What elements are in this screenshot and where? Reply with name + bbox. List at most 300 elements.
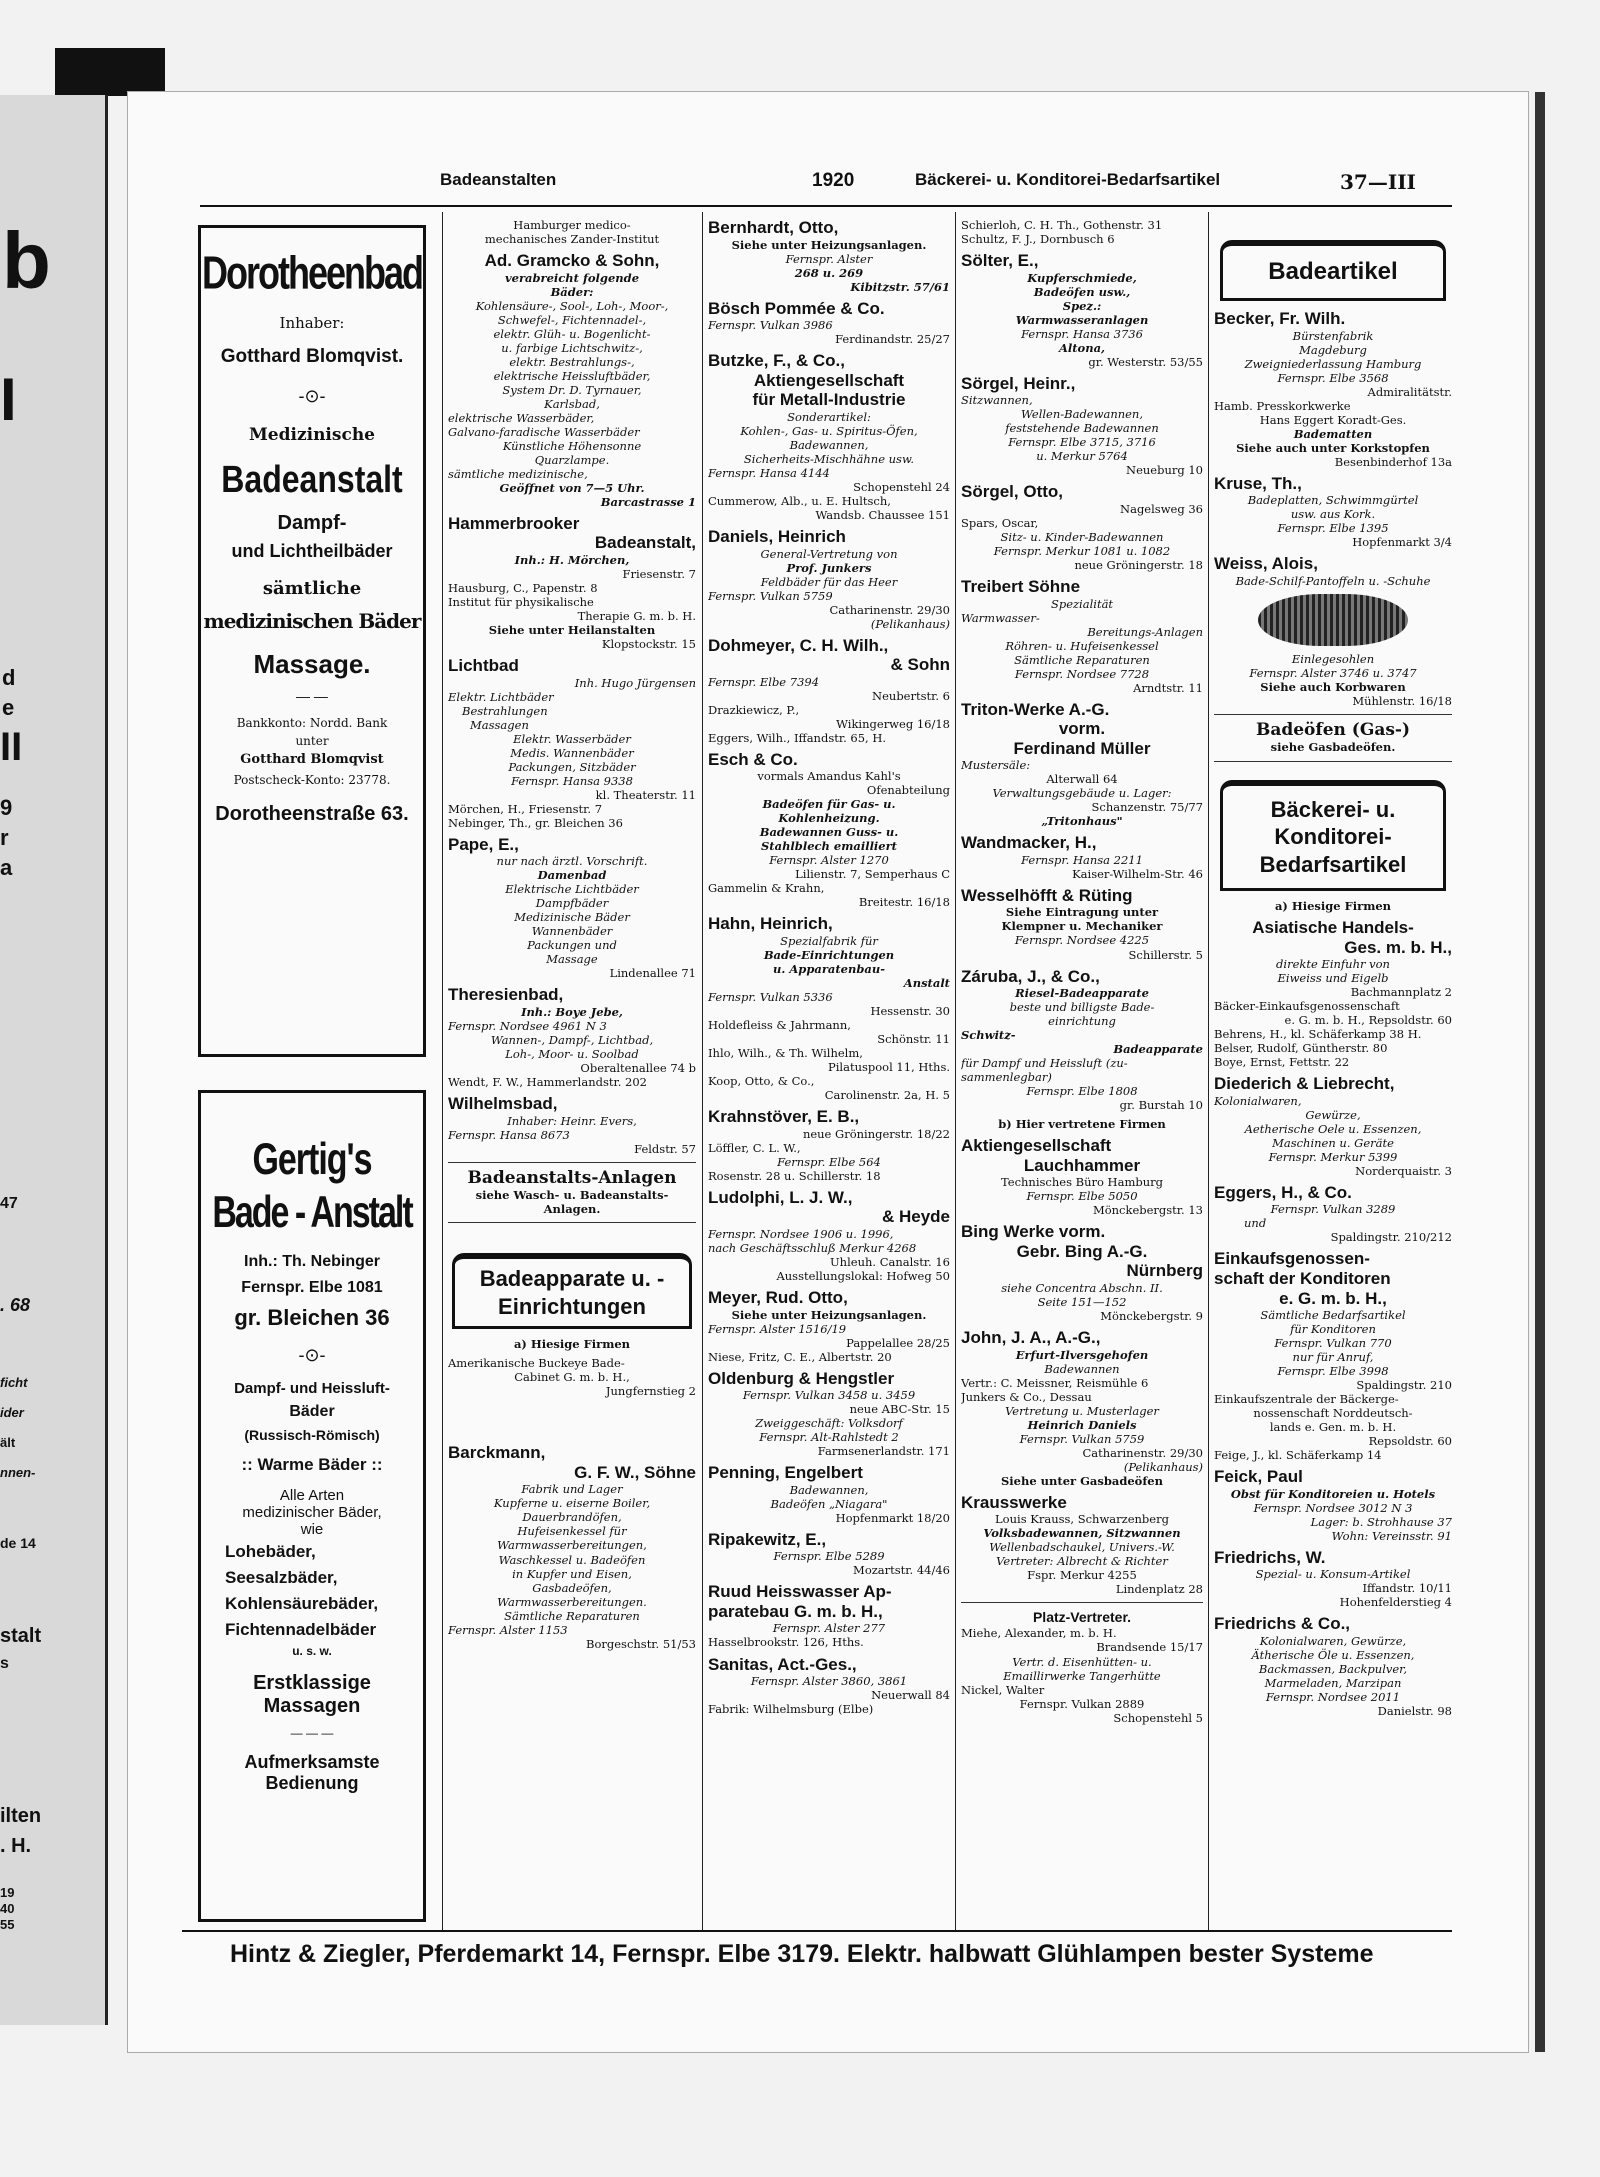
text-line: Sölter, E., [961, 251, 1039, 271]
text-line: Nagelsweg 36 [1120, 501, 1203, 516]
text-line: (Pelikanhaus) [870, 616, 950, 631]
text-line: Sörgel, Heinr., [961, 373, 1076, 393]
text-line: Bereitungs-Anlagen [1087, 624, 1203, 639]
text-line: Bachmannplatz 2 [1350, 985, 1452, 1000]
text-line: Vertr. d. Eisenhütten- u. [1012, 1654, 1152, 1669]
prev-fragment: nnen- [0, 1465, 36, 1480]
text-line: Wohn: Vereinsstr. 91 [1331, 1528, 1452, 1543]
prev-fragment: II [0, 725, 23, 769]
text-line: Friedrichs, W. [1214, 1547, 1326, 1567]
text-line: Meyer, Rud. Otto, [708, 1287, 848, 1307]
text-line: Fernspr. Elbe 3998 [1277, 1364, 1389, 1379]
text-line: Mönckebergstr. 9 [1100, 1309, 1203, 1324]
text-line: Fernspr. Elbe 5289 [773, 1549, 885, 1564]
column-2 [448, 218, 696, 1930]
ad-line: Erstklassige [253, 1672, 371, 1694]
prev-fragment: e [2, 695, 15, 720]
entry-soergel-heinr [961, 374, 1203, 478]
text-line: Spaldingstr. 210/212 [1330, 1230, 1452, 1245]
text-line: Boye, Ernst, Fettstr. 22 [1214, 1055, 1350, 1070]
text-line: Kolonialwaren, [1214, 1093, 1302, 1108]
text-line: Krahnstöver, E. B., [708, 1107, 860, 1127]
text-line: Nebinger, Th., gr. Bleichen 36 [448, 815, 623, 830]
text-line: Inh. Hugo Jürgensen [574, 675, 696, 690]
entry-zaruba [961, 967, 1203, 1113]
entry-ripakewitz [708, 1530, 950, 1578]
text-line: Mustersäle: [961, 758, 1031, 773]
entry-esch [708, 750, 950, 910]
text-line: Bernhardt, Otto, [708, 218, 839, 237]
text-line: Karlsbad, [544, 396, 600, 411]
text-line: Sitzwannen, [961, 393, 1033, 408]
text-line: Hohenfelderstieg 4 [1339, 1595, 1452, 1610]
text-line: Fernspr. Nordsee 3012 N 3 [1253, 1500, 1413, 1515]
text-line: Fernspr. Alster 1516/19 [708, 1321, 847, 1336]
ad-gertig-bade-anstalt [198, 1090, 426, 1922]
text-line: Kupferschmiede, [1027, 270, 1137, 285]
text-line: Hamb. Presskorkwerke [1214, 398, 1351, 413]
text-line: Spez.: [1062, 298, 1102, 313]
text-line: Siehe unter Heizungsanlagen. [731, 237, 927, 252]
text-line: Wannenbäder [531, 924, 613, 939]
text-line: Bade-Einrichtungen [763, 948, 895, 963]
text-line: Sörgel, Otto, [961, 482, 1063, 502]
text-line: Sämtliche Reparaturen [504, 1608, 640, 1623]
entry-triton-werke [961, 700, 1203, 829]
entry-butzke [708, 351, 950, 522]
text-line: usw. aus Kork. [1290, 507, 1376, 522]
text-line: Norderquaistr. 3 [1355, 1163, 1452, 1178]
text-line: Krausswerke [961, 1492, 1067, 1512]
text-line: Riesel-Badeapparate [1015, 986, 1149, 1001]
text-line: Fernspr. Hansa 9338 [511, 773, 633, 788]
text-line: Marmeladen, Marzipan [1264, 1676, 1402, 1691]
text-line: Borgeschstr. 51/53 [586, 1636, 696, 1651]
text-line: Holdefleiss & Jahrmann, [708, 1018, 851, 1033]
text-line: beste und billigste Bade- [1009, 1000, 1155, 1015]
text-line: Badewannen Guss- u. [759, 825, 899, 840]
entry-sanitas [708, 1655, 950, 1717]
entry-boesch-pommee [708, 299, 950, 347]
text-line: Elektrische Lichtbäder [505, 882, 639, 897]
text-line: Siehe unter Gasbadeöfen [1001, 1473, 1163, 1488]
subsection-label: a) Hiesige Firmen [1274, 899, 1392, 913]
text-line: Miehe, Alexander, m. b. H. [961, 1626, 1117, 1641]
scan-edge-top-left [55, 48, 165, 96]
text-line: Wikingerweg 16/18 [836, 716, 950, 731]
entry-badeanstalts-anlagen [448, 1169, 696, 1217]
text-line: Bing Werke vorm. [961, 1222, 1106, 1242]
text-line: Fernspr. Alster 1153 [448, 1622, 568, 1637]
text-line: Kibitzstr. 57/61 [850, 279, 950, 294]
text-line: Fernspr. Vulkan 5336 [708, 990, 833, 1005]
column-5 [1214, 218, 1452, 1930]
column-rule [955, 212, 956, 1932]
text-line: Sonderartikel: [787, 409, 871, 424]
text-line: Becker, Fr. Wilh. [1214, 309, 1346, 328]
entry-treibert [961, 577, 1203, 695]
text-line: siehe Concentra Abschn. II. [1001, 1281, 1163, 1295]
entry-hahn [708, 914, 950, 1102]
text-line: Badeplatten, Schwimmgürtel [1247, 493, 1419, 508]
text-line: Packungen, Sitzbäder [508, 759, 636, 774]
text-line: Altona, [1058, 340, 1106, 355]
text-line: Waschkessel u. Badeöfen [498, 1552, 646, 1567]
ad-line: Alle Arten [279, 1487, 345, 1504]
text-line: Asiatische Handels- [1252, 918, 1414, 938]
text-line: für Dampf und Heissluft (zu- [961, 1056, 1128, 1071]
text-line: Fernspr. Vulkan 770 [1274, 1336, 1392, 1351]
text-line: Klempner u. Mechaniker [1001, 919, 1163, 934]
ad-title: Bade - Anstalt [212, 1188, 412, 1238]
text-line: Jungfernstieg 2 [605, 1384, 696, 1399]
page-header [200, 170, 1450, 210]
text-line: Drazkiewicz, P., [708, 702, 800, 717]
previous-page-fragment [0, 95, 108, 2025]
column-4 [961, 218, 1203, 1930]
text-line: Siehe auch Korbwaren [1260, 679, 1406, 694]
entry-meyer [708, 1288, 950, 1364]
text-line: Admiralitätstr. [1367, 384, 1452, 399]
text-line: General-Vertretung von [760, 546, 898, 561]
ad-line: medizinischer Bäder, [242, 1504, 382, 1521]
text-line: elektrische Wasserbäder, [448, 410, 595, 425]
text-line: Maschinen u. Geräte [1272, 1135, 1394, 1150]
text-line: (Pelikanhaus) [1123, 1459, 1203, 1474]
text-line: Záruba, J., & Co., [961, 966, 1100, 986]
text-line: Schönstr. 11 [877, 1032, 950, 1047]
text-line: sämtliche medizinische, [448, 466, 588, 481]
entry-feick [1214, 1467, 1452, 1543]
text-line: Fernspr. Nordsee 7728 [1014, 666, 1150, 681]
text-line: einrichtung [1048, 1014, 1116, 1029]
text-line: Schopenstehl 24 [853, 479, 950, 494]
text-line: sammenlegbar) [961, 1070, 1052, 1085]
text-line: Fernspr. Elbe 1808 [1026, 1084, 1138, 1099]
text-line: Fabrik: Wilhelmsburg (Elbe) [708, 1702, 874, 1717]
text-line: Volksbadewannen, Sitzwannen [983, 1526, 1181, 1541]
ad-bank: Gotthard Blomqvist [240, 752, 384, 767]
text-line: u. Apparatenbau- [773, 962, 885, 977]
text-line: Fernspr. Elbe 3568 [1277, 370, 1389, 385]
text-line: Badeöfen (Gas-) [1255, 719, 1411, 740]
text-line: Bäcker-Einkaufsgenossenschaft [1214, 999, 1400, 1014]
text-line: Anstalt [903, 976, 950, 991]
text-line: Aktiengesellschaft [961, 1136, 1112, 1156]
text-line: siehe Gasbadeöfen. [1270, 740, 1396, 755]
text-line: u. Merkur 5764 [1036, 449, 1128, 464]
text-line: Hessenstr. 30 [870, 1004, 950, 1019]
text-line: Massagen [470, 717, 529, 732]
text-line: Hausburg, C., Papenstr. 8 [448, 580, 598, 595]
separator [961, 1602, 1203, 1603]
ad-ornament: — — [296, 688, 328, 704]
section-tab-badeapparate: Badeapparate u. -Einrichtungen [452, 1253, 692, 1329]
text-line: Obst für Konditoreien u. Hotels [1230, 1486, 1436, 1501]
text-line: Künstliche Höhensonne [502, 438, 642, 453]
text-line: Fernspr. Alt-Rahlstedt 2 [759, 1430, 899, 1445]
column-rule [702, 212, 703, 1932]
ad-title: Dorotheenbad [201, 245, 422, 299]
text-line: Fernspr. Vulkan 5759 [1019, 1431, 1145, 1446]
text-line: neue Gröningerstr. 18 [1074, 557, 1203, 572]
text-line: Mönckebergstr. 13 [1092, 1203, 1203, 1218]
prev-fragment: de 14 [0, 1535, 36, 1551]
text-line: Butzke, F., & Co., [708, 351, 845, 371]
entry-soergel-otto [961, 482, 1203, 572]
text-line: Schopenstehl 5 [1113, 1710, 1203, 1725]
text-line: gr. Burstah 10 [1119, 1098, 1203, 1113]
text-line: 268 u. 269 [794, 265, 864, 280]
text-line: Lindenallee 71 [609, 966, 696, 981]
text-line: Medis. Wannenbäder [510, 745, 634, 760]
text-line: Loh-, Moor- u. Soolbad [505, 1047, 639, 1062]
text-line: Emaillirwerke Tangerhütte [1003, 1668, 1161, 1683]
text-line: Zweigniederlassung Hamburg [1244, 356, 1422, 371]
separator [448, 1222, 696, 1223]
text-line: Badewannen, [789, 1482, 869, 1497]
text-line: Nürnberg [1126, 1261, 1203, 1281]
column-rule [1208, 212, 1209, 1932]
text-line: feststehende Badewannen [1005, 421, 1159, 436]
text-line: Anlagen. [543, 1202, 601, 1217]
text-line: Inhaber: Heinr. Evers, [507, 1113, 637, 1128]
text-line: Bade-Schilf-Pantoffeln u. -Schuhe [1235, 573, 1431, 588]
text-line: Ausstellungslokal: Hofweg 50 [776, 1268, 950, 1283]
text-line: Prof. Junkers [786, 560, 872, 575]
text-line: Hammerbrooker [448, 513, 580, 533]
text-line: Neubertstr. 6 [872, 688, 950, 703]
text-line: G. F. W., Söhne [574, 1462, 696, 1482]
ad-bank: Bankkonto: Nordd. Bank [236, 716, 388, 730]
text-line: Cummerow, Alb., u. E. Hultsch, [708, 493, 891, 508]
text-line: Fernspr. Hansa 4144 [708, 465, 830, 480]
ad-address: gr. Bleichen 36 [234, 1305, 390, 1330]
text-line: Barckmann, [448, 1443, 546, 1463]
text-line: Gebr. Bing A.-G. [1016, 1241, 1148, 1261]
separator [1214, 761, 1452, 762]
text-line: Catharinenstr. 29/30 [1082, 1445, 1203, 1460]
text-line: mechanisches Zander-Institut [484, 232, 660, 247]
text-line: Fernspr. Elbe 564 [777, 1154, 881, 1169]
text-line: Einkaufsgenossen- [1214, 1249, 1370, 1269]
text-line: & Heyde [881, 1207, 950, 1227]
text-line: Cabinet G. m. b. H., [514, 1370, 630, 1385]
text-line: Badeanstalts-Anlagen [467, 1167, 677, 1188]
text-line: Gammelin & Krahn, [708, 881, 825, 896]
text-line: und [1244, 1216, 1267, 1231]
entry-bernhardt [708, 218, 950, 294]
prev-fragment: 55 [0, 1917, 15, 1932]
text-line: Warmwasseranlagen [1015, 312, 1149, 327]
text-line: lands e. Gen. m. b. H. [1269, 1420, 1397, 1435]
text-line: Fernspr. Alster 3860, 3861 [750, 1674, 908, 1689]
ad-line: (Russisch-Römisch) [244, 1427, 380, 1443]
text-line: Galvano-faradische Wasserbäder [448, 424, 640, 439]
text-line: Badeöfen „Niagara" [770, 1496, 888, 1511]
prev-fragment: 9 [0, 795, 13, 820]
text-line: Damenbad [537, 868, 607, 883]
prev-fragment: 40 [0, 1901, 15, 1916]
entry-barckmann [448, 1443, 696, 1650]
text-line: u. farbige Lichtschwitz-, [501, 340, 643, 355]
text-line: Wellenbadschaukel, Univers.-W. [989, 1540, 1175, 1555]
ad-bank: unter [295, 734, 329, 748]
text-line: Mozartstr. 44/46 [853, 1563, 950, 1578]
text-line: für Metall-Industrie [752, 390, 906, 410]
text-line: e. G. m. b. H., Repsoldstr. 60 [1284, 1013, 1452, 1028]
ad-line: Aufmerksamste [244, 1752, 380, 1772]
prev-fragment: I [0, 366, 17, 433]
prev-fragment: stalt [0, 1625, 42, 1647]
text-line: Ad. Gramcko & Sohn, [484, 251, 660, 271]
ad-line: wie [300, 1521, 324, 1538]
entry-friedrichs-w [1214, 1548, 1452, 1610]
text-line: Backmassen, Backpulver, [1258, 1662, 1408, 1677]
text-line: Fernspr. Elbe 3715, 3716 [1008, 435, 1156, 450]
text-line: Vertretung u. Musterlager [1005, 1403, 1159, 1418]
entry-penning [708, 1463, 950, 1525]
text-line: Ripakewitz, E., [708, 1529, 827, 1549]
entry [448, 218, 696, 246]
prev-fragment: . H. [0, 1835, 32, 1857]
text-line: Hopfenmarkt 3/4 [1352, 535, 1452, 550]
text-line: Kupferne u. eiserne Boiler, [493, 1496, 651, 1511]
text-line: Belser, Rudolf, Güntherstr. 80 [1214, 1041, 1388, 1056]
text-line: schaft der Konditoren [1214, 1269, 1391, 1289]
text-line: Repsoldstr. 60 [1368, 1434, 1452, 1449]
entry-oldenburg-hengstler [708, 1369, 950, 1459]
text-line: Schanzenstr. 75/77 [1091, 800, 1203, 815]
text-line: Fernspr. Alster 277 [772, 1621, 886, 1636]
text-line: Bäder: [550, 284, 594, 299]
text-line: e. G. m. b. H., [1279, 1288, 1387, 1308]
section-tab-baeckerei: Bäckerei- u. Konditorei-Bedarfsartikel [1220, 780, 1446, 892]
text-line: Erfurt-Ilversgehofen [1015, 1347, 1149, 1362]
ad-line: u. s. w. [292, 1644, 332, 1658]
text-line: Siehe unter Heizungsanlagen. [731, 1307, 927, 1322]
text-line: Siehe Eintragung unter [1005, 905, 1159, 920]
entry-asiatische-handels [1214, 918, 1452, 1069]
text-line: Dampfbäder [535, 896, 609, 911]
text-line: Lauchhammer [1023, 1155, 1141, 1175]
entry-hammerbrooker [448, 514, 696, 651]
text-line: Einlegesohlen [1291, 651, 1375, 666]
text-line: Spars, Oscar, [961, 515, 1039, 530]
entry-buckeye [448, 1356, 696, 1398]
entry-schierloh-schultz [961, 218, 1203, 246]
text-line: Warmwasserbereitungen. [497, 1594, 647, 1609]
text-line: Fernspr. Alster [785, 251, 873, 266]
text-line: Hufeisenkessel für [517, 1524, 627, 1539]
text-line: Fernspr. Vulkan 3289 [1270, 1202, 1396, 1217]
prev-fragment: ält [0, 1435, 16, 1450]
text-line: Fernspr. Vulkan 3986 [708, 318, 833, 333]
text-line: vormals Amandus Kahl's [757, 769, 901, 784]
text-line: Wendt, F. W., Hammerlandstr. 202 [448, 1075, 647, 1090]
text-line: Fernspr. Elbe 7394 [708, 674, 820, 689]
text-line: „Tritonhaus" [1041, 814, 1123, 829]
ad-line: Fichtennadelbäder [225, 1620, 377, 1639]
text-line: kl. Theaterstr. 11 [595, 787, 696, 802]
text-line: Ferdinandstr. 25/27 [835, 332, 950, 347]
text-line: Aktiengesellschaft [753, 370, 905, 390]
ad-ornament: -⊙- [298, 386, 326, 406]
text-line: Kohlenheizung. [778, 811, 880, 826]
text-line: Fernspr. Merkur 5399 [1268, 1149, 1398, 1164]
text-line: Badeöfen usw., [1033, 284, 1131, 299]
entry-eggers [1214, 1183, 1452, 1245]
text-line: Schultz, F. J., Dornbusch 6 [961, 232, 1115, 247]
text-line: Ges. m. b. H., [1344, 937, 1452, 957]
ad-line: Bedienung [265, 1773, 359, 1793]
text-line: Sämtliche Bedarfsartikel [1260, 1308, 1406, 1323]
text-line: Badeapparate [1113, 1042, 1203, 1057]
text-line: Louis Krauss, Schwarzenberg [995, 1512, 1169, 1527]
column-rule [442, 212, 443, 1932]
text-line: Löffler, C. L. W., [708, 1140, 801, 1155]
text-line: Kohlensäure-, Sool-, Loh-, Moor-, [475, 298, 669, 313]
text-line: Wilhelmsbad, [448, 1094, 558, 1114]
text-line: Heinrich Daniels [1027, 1417, 1137, 1432]
prev-fragment: ficht [0, 1375, 28, 1390]
text-line: Breitestr. 16/18 [858, 895, 950, 910]
header-page-number: 37—III [1340, 170, 1416, 194]
prev-fragment: s [0, 1655, 9, 1672]
text-line: Badewannen, [789, 437, 869, 452]
scan-edge-right [1535, 92, 1545, 2052]
text-line: Hahn, Heinrich, [708, 914, 833, 934]
text-line: Verwaltungsgebäude u. Lager: [992, 786, 1172, 801]
text-line: elektr. Bestrahlungs-, [509, 354, 635, 369]
text-line: siehe Wasch- u. Badeanstalts- [475, 1188, 669, 1203]
text-line: Esch & Co. [708, 749, 798, 769]
text-line: Spaldingstr. 210 [1356, 1378, 1452, 1393]
ad-line: Massagen [263, 1695, 361, 1717]
text-line: Quarzlampe. [534, 452, 610, 467]
text-line: Oldenburg & Hengstler [708, 1368, 895, 1388]
text-line: Schwitz- [961, 1028, 1016, 1043]
ad-line: Kohlensäurebäder, [225, 1594, 379, 1613]
text-line: Medizinische Bäder [514, 910, 630, 925]
text-line: Fernspr. Merkur 1081 u. 1082 [993, 543, 1171, 558]
entry-kruse [1214, 474, 1452, 550]
text-line: Fernspr. Hansa 8673 [448, 1127, 570, 1142]
text-line: Triton-Werke A.-G. [961, 699, 1110, 719]
entry-lauchhammer [961, 1136, 1203, 1217]
prev-fragment: a [0, 855, 13, 880]
text-line: Pappelallee 28/25 [846, 1335, 950, 1350]
text-line: Fernspr. Hansa 3736 [1021, 326, 1143, 341]
text-line: paratebau G. m. b. H., [708, 1601, 883, 1621]
text-line: Wandmacker, H., [961, 833, 1097, 853]
ad-line: und Lichtheilbäder [231, 541, 393, 561]
text-line: nur für Anruf, [1292, 1350, 1374, 1365]
text-line: Kohlen-, Gas- u. Spiritus-Öfen, [740, 423, 918, 438]
text-line: Oberaltenallee 74 b [580, 1061, 696, 1076]
text-line: Warmwasserbereitungen, [497, 1538, 647, 1553]
text-line: Feldstr. 57 [634, 1141, 696, 1156]
entry-diederich-liebrecht [1214, 1074, 1452, 1178]
entry-wesselhoefft [961, 886, 1203, 962]
text-line: Fernspr. Alster 3746 u. 3747 [1249, 665, 1417, 680]
text-line: Spezialfabrik für [780, 934, 878, 949]
entry-becker [1214, 309, 1452, 469]
text-line: Lilienstr. 7, Semperhaus C [795, 867, 950, 882]
text-line: Barcastrasse 1 [600, 494, 696, 509]
text-line: neue Gröningerstr. 18/22 [802, 1126, 950, 1141]
text-line: in Kupfer und Eisen, [512, 1566, 632, 1581]
